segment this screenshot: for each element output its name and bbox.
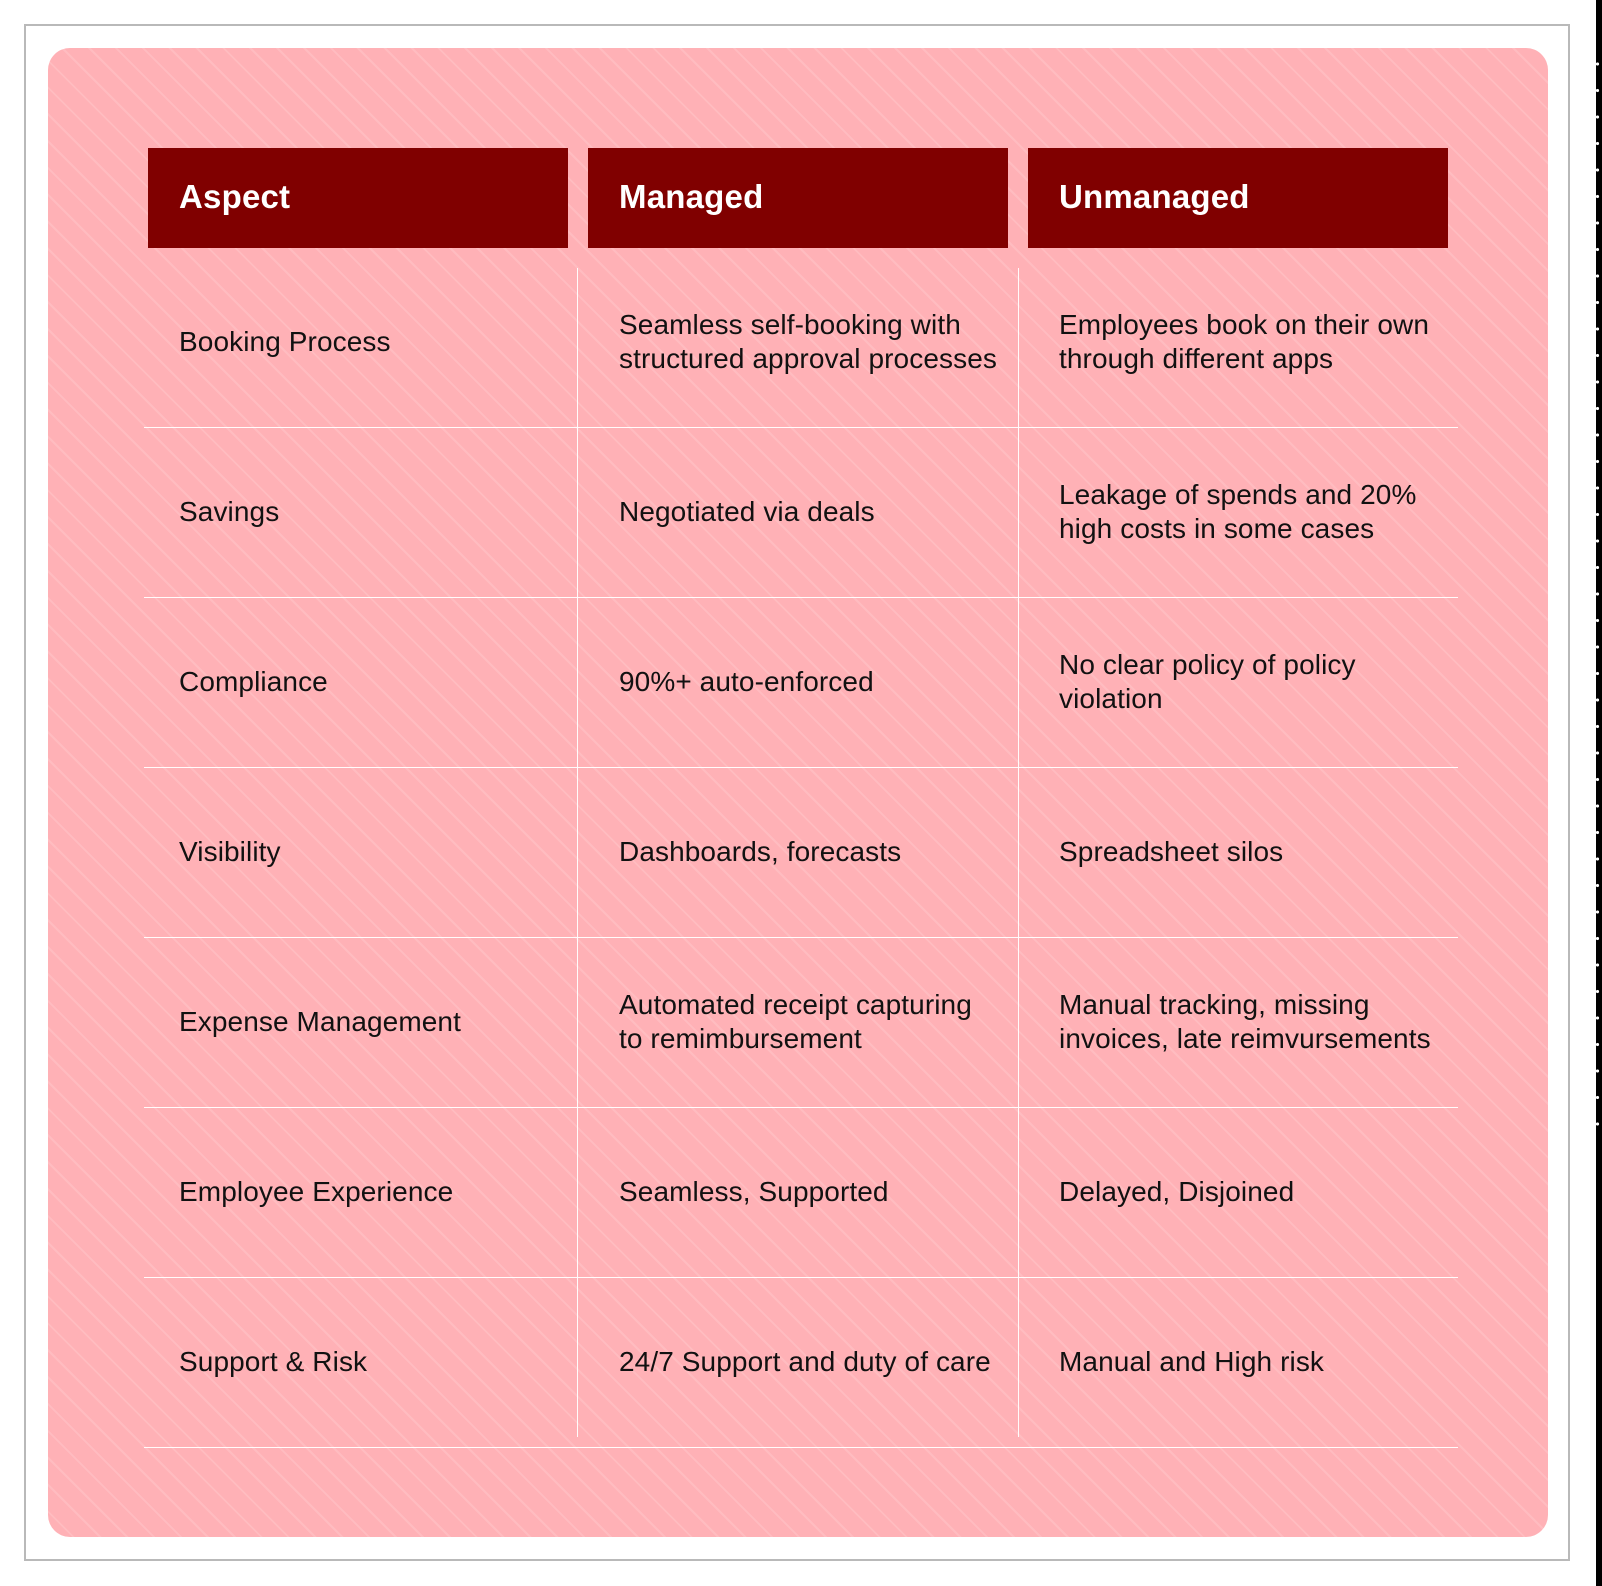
cell-unmanaged: Delayed, Disjoined [1059,1176,1295,1207]
header-unmanaged-label: Unmanaged [1059,178,1250,215]
cell-unmanaged: Manual and High risk [1059,1346,1325,1377]
cell-managed: Negotiated via deals [619,496,875,527]
cell-aspect: Booking Process [179,326,391,357]
row-divider [144,1447,1458,1448]
header-unmanaged [1028,148,1448,248]
cell-managed: Automated receipt capturing to remimbursement [619,989,972,1054]
header-aspect-label: Aspect [179,178,291,215]
header-managed [588,148,1008,248]
cell-unmanaged: Employees book on their own through different apps [1059,309,1430,374]
cell-managed: Seamless, Supported [619,1176,889,1207]
header-managed-label: Managed [619,178,764,215]
cell-managed: 24/7 Support and duty of care [619,1346,991,1377]
cell-unmanaged: Manual tracking, missing invoices, late reimvursements [1059,989,1431,1054]
cell-aspect: Savings [179,496,280,527]
column-divider [1018,268,1019,1437]
cell-aspect: Compliance [179,666,328,697]
column-divider [577,268,578,1437]
cell-aspect: Support & Risk [179,1346,368,1377]
cell-managed: Dashboards, forecasts [619,836,902,867]
cell-aspect: Expense Management [179,1006,461,1037]
cell-unmanaged: Spreadsheet silos [1059,836,1284,867]
cell-aspect: Visibility [179,836,281,867]
cell-managed: 90%+ auto-enforced [619,666,874,697]
cell-aspect: Employee Experience [179,1176,454,1207]
cell-managed: Seamless self-booking with structured approval processes [619,309,997,374]
header-aspect [148,148,568,248]
cell-unmanaged: No clear policy of policy violation [1059,649,1356,714]
cell-unmanaged: Leakage of spends and 20% high costs in some cases [1059,479,1417,544]
edge-dots-pattern [1596,62,1602,1146]
